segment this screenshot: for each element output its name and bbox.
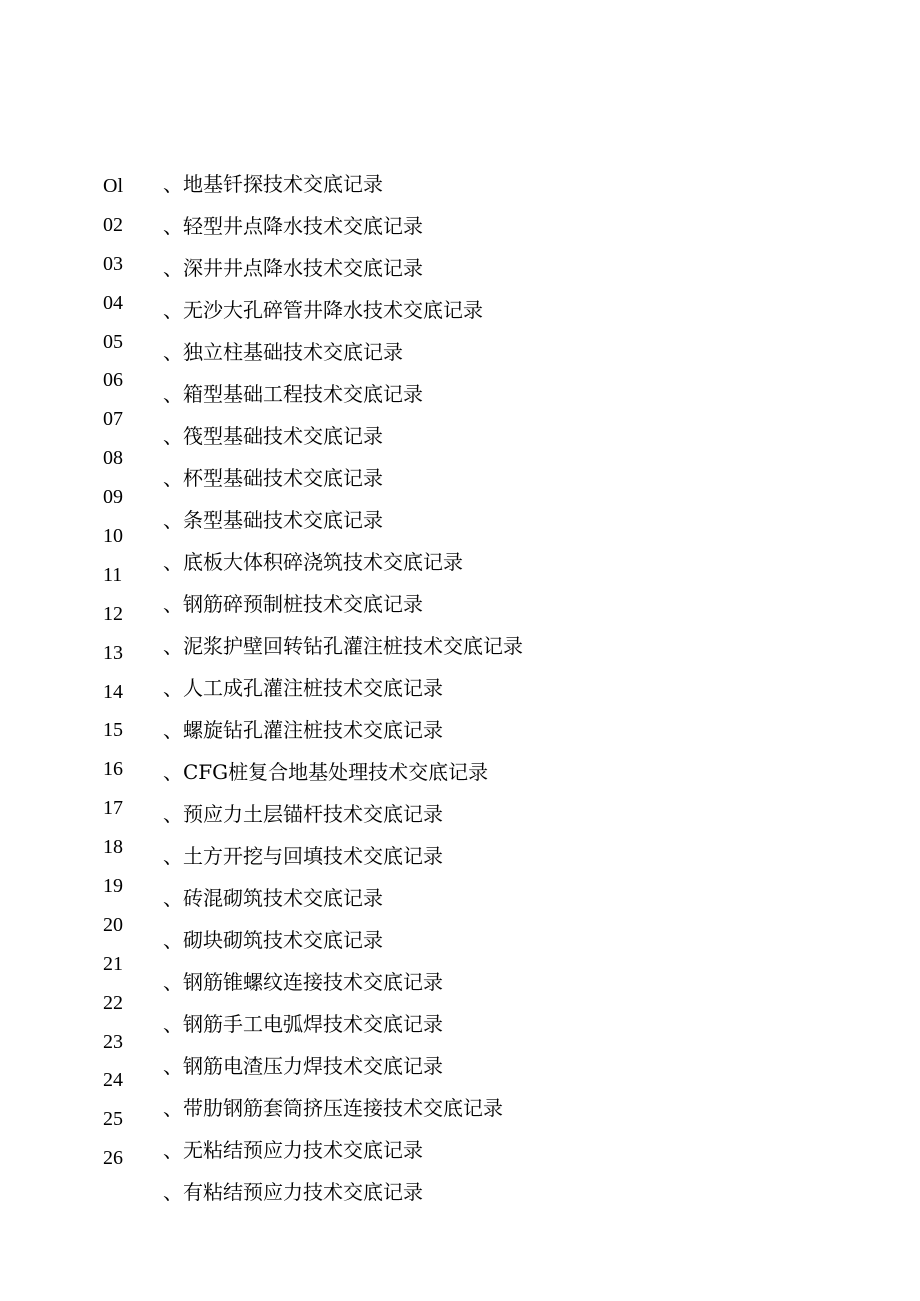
item-number: 05: [103, 330, 123, 353]
item-number: 17: [103, 797, 123, 820]
item-number-column: [103, 171, 143, 1182]
item-title: 、条型基础技术交底记录: [163, 508, 383, 532]
item-title: 、深井井点降水技术交底记录: [163, 256, 423, 280]
item-title: 、泥浆护壁回转钻孔灌注桩技术交底记录: [163, 634, 523, 658]
item-number: 04: [103, 291, 123, 314]
item-number: 11: [103, 563, 123, 586]
item-number: 16: [103, 758, 123, 781]
item-title: 、无粘结预应力技术交底记录: [163, 1138, 423, 1162]
item-number: 02: [103, 213, 123, 236]
item-title: 、砖混砌筑技术交底记录: [163, 886, 383, 910]
item-title-column: [163, 168, 883, 1218]
item-title: 、有粘结预应力技术交底记录: [163, 1180, 423, 1204]
item-title: 、筏型基础技术交底记录: [163, 424, 383, 448]
item-title: 、箱型基础工程技术交底记录: [163, 382, 423, 406]
item-number: 19: [103, 875, 123, 898]
item-number: 24: [103, 1069, 123, 1092]
item-number: 06: [103, 369, 123, 392]
item-number: Ol: [103, 175, 123, 197]
item-title: 、砌块砌筑技术交底记录: [163, 928, 383, 952]
item-number: 23: [103, 1030, 123, 1053]
item-title: 、钢筋手工电弧焊技术交底记录: [163, 1012, 443, 1036]
item-title: 、CFG桩复合地基处理技术交底记录: [163, 760, 489, 784]
item-number: 15: [103, 719, 123, 742]
item-number: 21: [103, 952, 123, 975]
item-title: 、螺旋钻孔灌注桩技术交底记录: [163, 718, 443, 742]
item-number: 07: [103, 408, 123, 431]
item-title: 、底板大体积碎浇筑技术交底记录: [163, 550, 463, 574]
item-title: 、钢筋电渣压力焊技术交底记录: [163, 1054, 443, 1078]
item-title: 、土方开挖与回填技术交底记录: [163, 844, 443, 868]
item-number: 26: [103, 1147, 123, 1170]
item-number: 12: [103, 602, 123, 625]
item-title: 、人工成孔灌注桩技术交底记录: [163, 676, 443, 700]
item-number: 10: [103, 525, 123, 548]
item-title: 、预应力土层锚杆技术交底记录: [163, 802, 443, 826]
item-number: 20: [103, 913, 123, 936]
item-number: 09: [103, 486, 123, 509]
item-title: 、钢筋碎预制桩技术交底记录: [163, 592, 423, 616]
item-title: 、无沙大孔碎管井降水技术交底记录: [163, 298, 483, 322]
item-title: 、带肋钢筋套筒挤压连接技术交底记录: [163, 1096, 503, 1120]
item-number: 18: [103, 836, 123, 859]
item-title: 、轻型井点降水技术交底记录: [163, 214, 423, 238]
item-number: 13: [103, 641, 123, 664]
item-number: 22: [103, 991, 123, 1014]
item-title: 、杯型基础技术交底记录: [163, 466, 383, 490]
item-number: 25: [103, 1108, 123, 1131]
item-title: 、地基钎探技术交底记录: [163, 172, 383, 196]
item-number: 14: [103, 680, 123, 703]
item-title: 、钢筋锥螺纹连接技术交底记录: [163, 970, 443, 994]
item-number: 03: [103, 252, 123, 275]
item-number: 08: [103, 447, 123, 470]
item-title: 、独立柱基础技术交底记录: [163, 340, 403, 364]
